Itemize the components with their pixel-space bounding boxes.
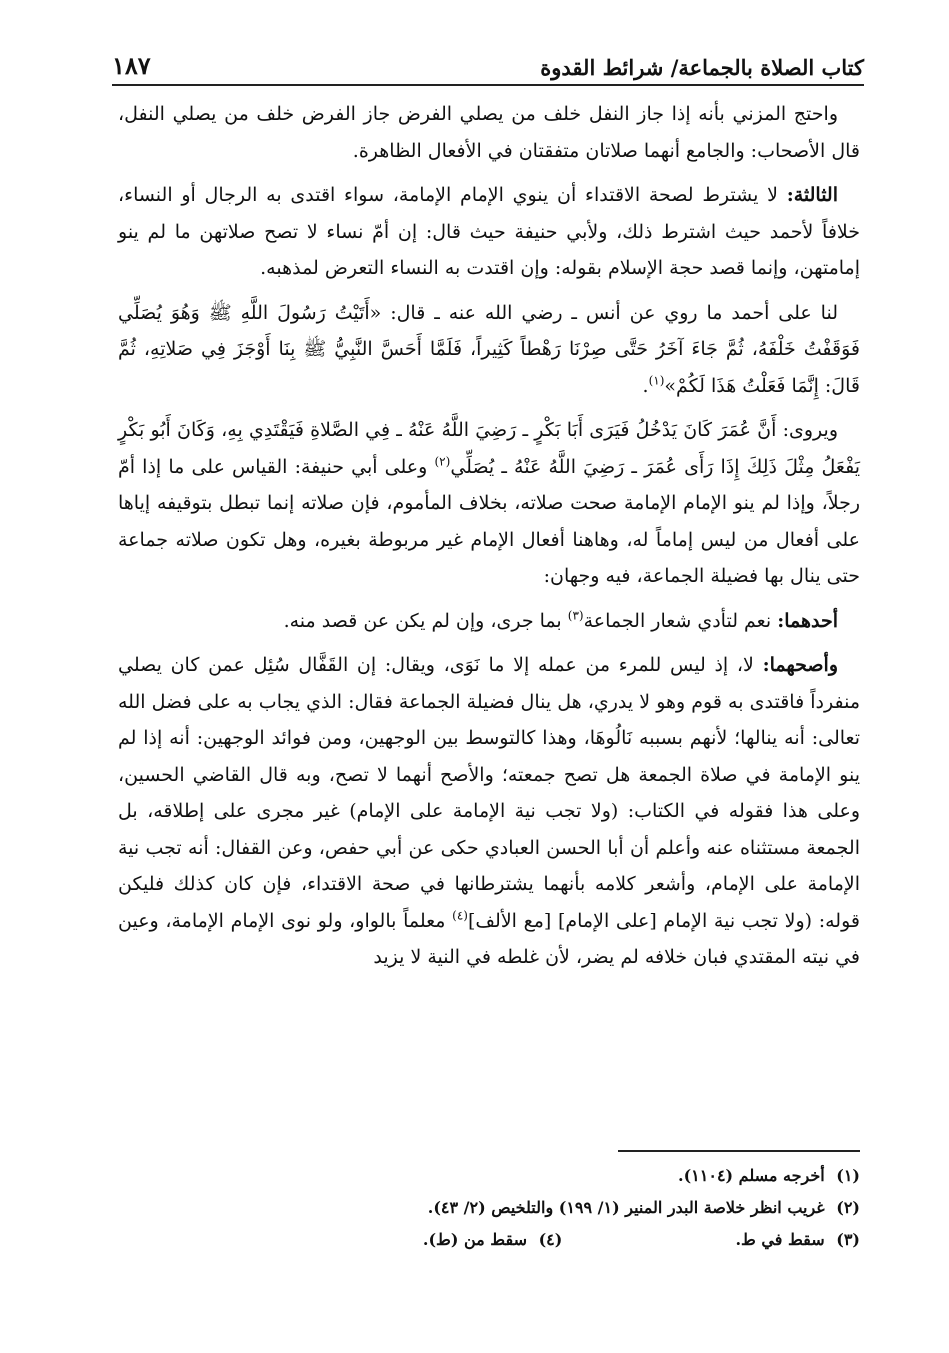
paragraph-3-text: لنا على أحمد ما روي عن أنس ـ رضي الله عنه ـ قال: «أَتَيْتُ رَسُولَ اللَّهِ ﷺ وَهُوَ يُصَلِّي فَوَقَفْتُ خَلْفَهُ، ثُمَّ جَاءَ آخَرُ حَتَّى صِرْنَا رَهْطاً كَثِيراً، فَلَمَّا أَحَسَّ النَّبِيُّ ﷺ بِنَا أَوْجَزَ فِي صَلاتِهِ، ثُمَّ قَالَ: إِنَّمَا فَعَلْتُ هَذَا لَكُمْ»	[118, 301, 860, 397]
footnote-2-text: غريب انظر خلاصة البدر المنير (١/ ١٩٩) والتلخيص (٢/ ٤٣).	[427, 1198, 825, 1217]
paragraph-5-lead: أحدهما:	[777, 609, 838, 632]
paragraph-2	[118, 177, 860, 287]
footnote-2-number: (٢)	[836, 1198, 860, 1217]
footnote-4-text: سقط من (ط).	[422, 1230, 527, 1249]
paragraph-3: لنا على أحمد ما روي عن أنس ـ رضي الله عنه ـ قال: «أَتَيْتُ رَسُولَ اللَّهِ ﷺ وَهُوَ يُصَلِّي فَوَقَفْتُ خَلْفَهُ، ثُمَّ جَاءَ آخَرُ حَتَّى صِرْنَا رَهْطاً كَثِيراً، فَلَمَّا أَحَسَّ النَّبِيُّ ﷺ بِنَا أَوْجَزَ فِي صَلاتِهِ، ثُمَّ قَالَ: إِنَّمَا فَعَلْتُ هَذَا لَكُمْ»$^{(١)}$.	[118, 301, 860, 397]
paragraph-2-lead: الثالثة:	[786, 184, 839, 206]
paragraph-6-text-b: معلماً بالواو، ولو نوى الإمام الإمامة، وعين في نيته المقتدي فبان خلافه لم يضر، لأن غلطه في النية لا يزيد	[118, 909, 860, 968]
footnote-ref-4: (٤)	[452, 908, 468, 923]
paragraph-6	[118, 647, 860, 976]
paragraph-4-text-a: ويروى: أَنَّ عُمَرَ كَانَ يَدْخُلُ فَيَرَى أَبَا بَكْرٍ ـ رَضِيَ اللَّهُ عَنْهُ ـ فِي الصَّلاةِ فَيَقْتَدِي بِهِ، وَكَانَ أَبُو بَكْرٍ يَفْعَلُ مِثْلَ ذَلِكَ إِذَا رَأَى عُمَرَ ـ رَضِيَ اللَّهُ عَنْهُ ـ يُصَلِّي	[118, 419, 860, 478]
paragraph-2-text: لا يشترط لصحة الاقتداء أن ينوي الإمام الإمامة، سواء اقتدى به الرجال أو النساء، خلافاً لأحمد حيث اشترط ذلك، ولأبي حنيفة حيث قال: إن أمّ نساء لا تصح صلاتهن ما لم ينو إمامتهن، وإنما قصد حجة الإسلام بقوله: وإن اقتدت به النساء التعرض لمذهبه.	[118, 184, 860, 279]
paragraph-5-text-a: نعم لتأدي شعار الجماعة	[583, 609, 772, 632]
page-number: ١٨٧	[112, 51, 151, 80]
paragraph-4-text-b: وعلى أبي حنيفة: القياس على ما إذا أمّ رجلاً، وإذا لم ينو الإمام الإمامة صحت صلاته، بخلاف المأموم، فإن صلاته إنما تبطل بتوقيفه إياها على أفعال من ليس إماماً له، وهاهنا أفعال الإمام غير مربوطة بغيره، وهل تكون صلاته جماعة حتى ينال بها فضيلة الجماعة، فيه وجهان:	[118, 455, 860, 587]
footnote-ref-1: (١)	[648, 373, 665, 388]
footnote-ref-2: (٢)	[434, 454, 451, 469]
footnote-3-text: سقط في ط.	[735, 1230, 825, 1249]
footnote-1	[118, 1160, 860, 1192]
paragraph-6-text-a: لا، إذ ليس للمرء من عمله إلا ما نَوَى، ويقال: إن القَفَّال سُئِل عمن كان يصلي منفرداً فاقتدى به قوم وهو لا يدري، هل ينال فضيلة الجماعة فقال: الذي يجاب به على فضل الله تعالى: أنه ينالها؛ لأنهم بسببه نَالُوهَا، وهذا كالتوسط بين الوجهين، ومن فوائد الوجهين: أنه إذا لم ينو الإمامة في صلاة الجمعة هل تصح جمعته؛ والأصح أنهما لا تصح، وبه قال القاضي الحسين، وعلى هذا فقوله في الكتاب: (ولا تجب نية الإمامة على الإمام) غير مجرى على إطلاقه، بل الجمعة مستثناه عنه وأعلم أن أبا الحسن العبادي حكى عن أبي حفص، وعن القفال: أنه تجب نية الإمامة على الإمام، وأشعر كلامه بأنهما يشترطانها في صحة الاقتداء، فإن كان كذلك فليكن قوله: (ولا تجب نية الإمام [على الإمام] [مع الألف]	[118, 654, 860, 932]
page-header	[112, 36, 864, 86]
footnote-4-number: (٤)	[538, 1230, 563, 1249]
footnote-3-4	[118, 1224, 860, 1256]
paragraph-1	[118, 96, 860, 169]
paragraph-5-text-b: بما جرى، وإن لم يكن عن قصد منه.	[283, 609, 562, 632]
footnote-1-number: (١)	[836, 1166, 860, 1185]
footnote-3-number: (٣)	[836, 1230, 860, 1249]
running-title: كتاب الصلاة بالجماعة/ شرائط القدوة	[540, 55, 864, 80]
paragraph-1-text: واحتج المزني بأنه إذا جاز النفل خلف من يصلي الفرض جاز الفرض خلف من يصلي النفل، قال الأصحاب: والجامع أنهما صلاتان متفقتان في الأفعال الظاهرة.	[118, 103, 860, 162]
body-text	[118, 96, 860, 984]
paragraph-5	[118, 603, 860, 640]
footnote-1-text: أخرجه مسلم (١١٠٤).	[678, 1166, 825, 1185]
footnote-divider	[618, 1150, 860, 1152]
footnote-ref-3: (٣)	[567, 608, 584, 623]
footnotes	[118, 1160, 860, 1256]
footnote-2	[118, 1192, 860, 1224]
paragraph-6-lead: وأصحهما:	[762, 654, 838, 676]
paragraph-4	[118, 412, 860, 595]
